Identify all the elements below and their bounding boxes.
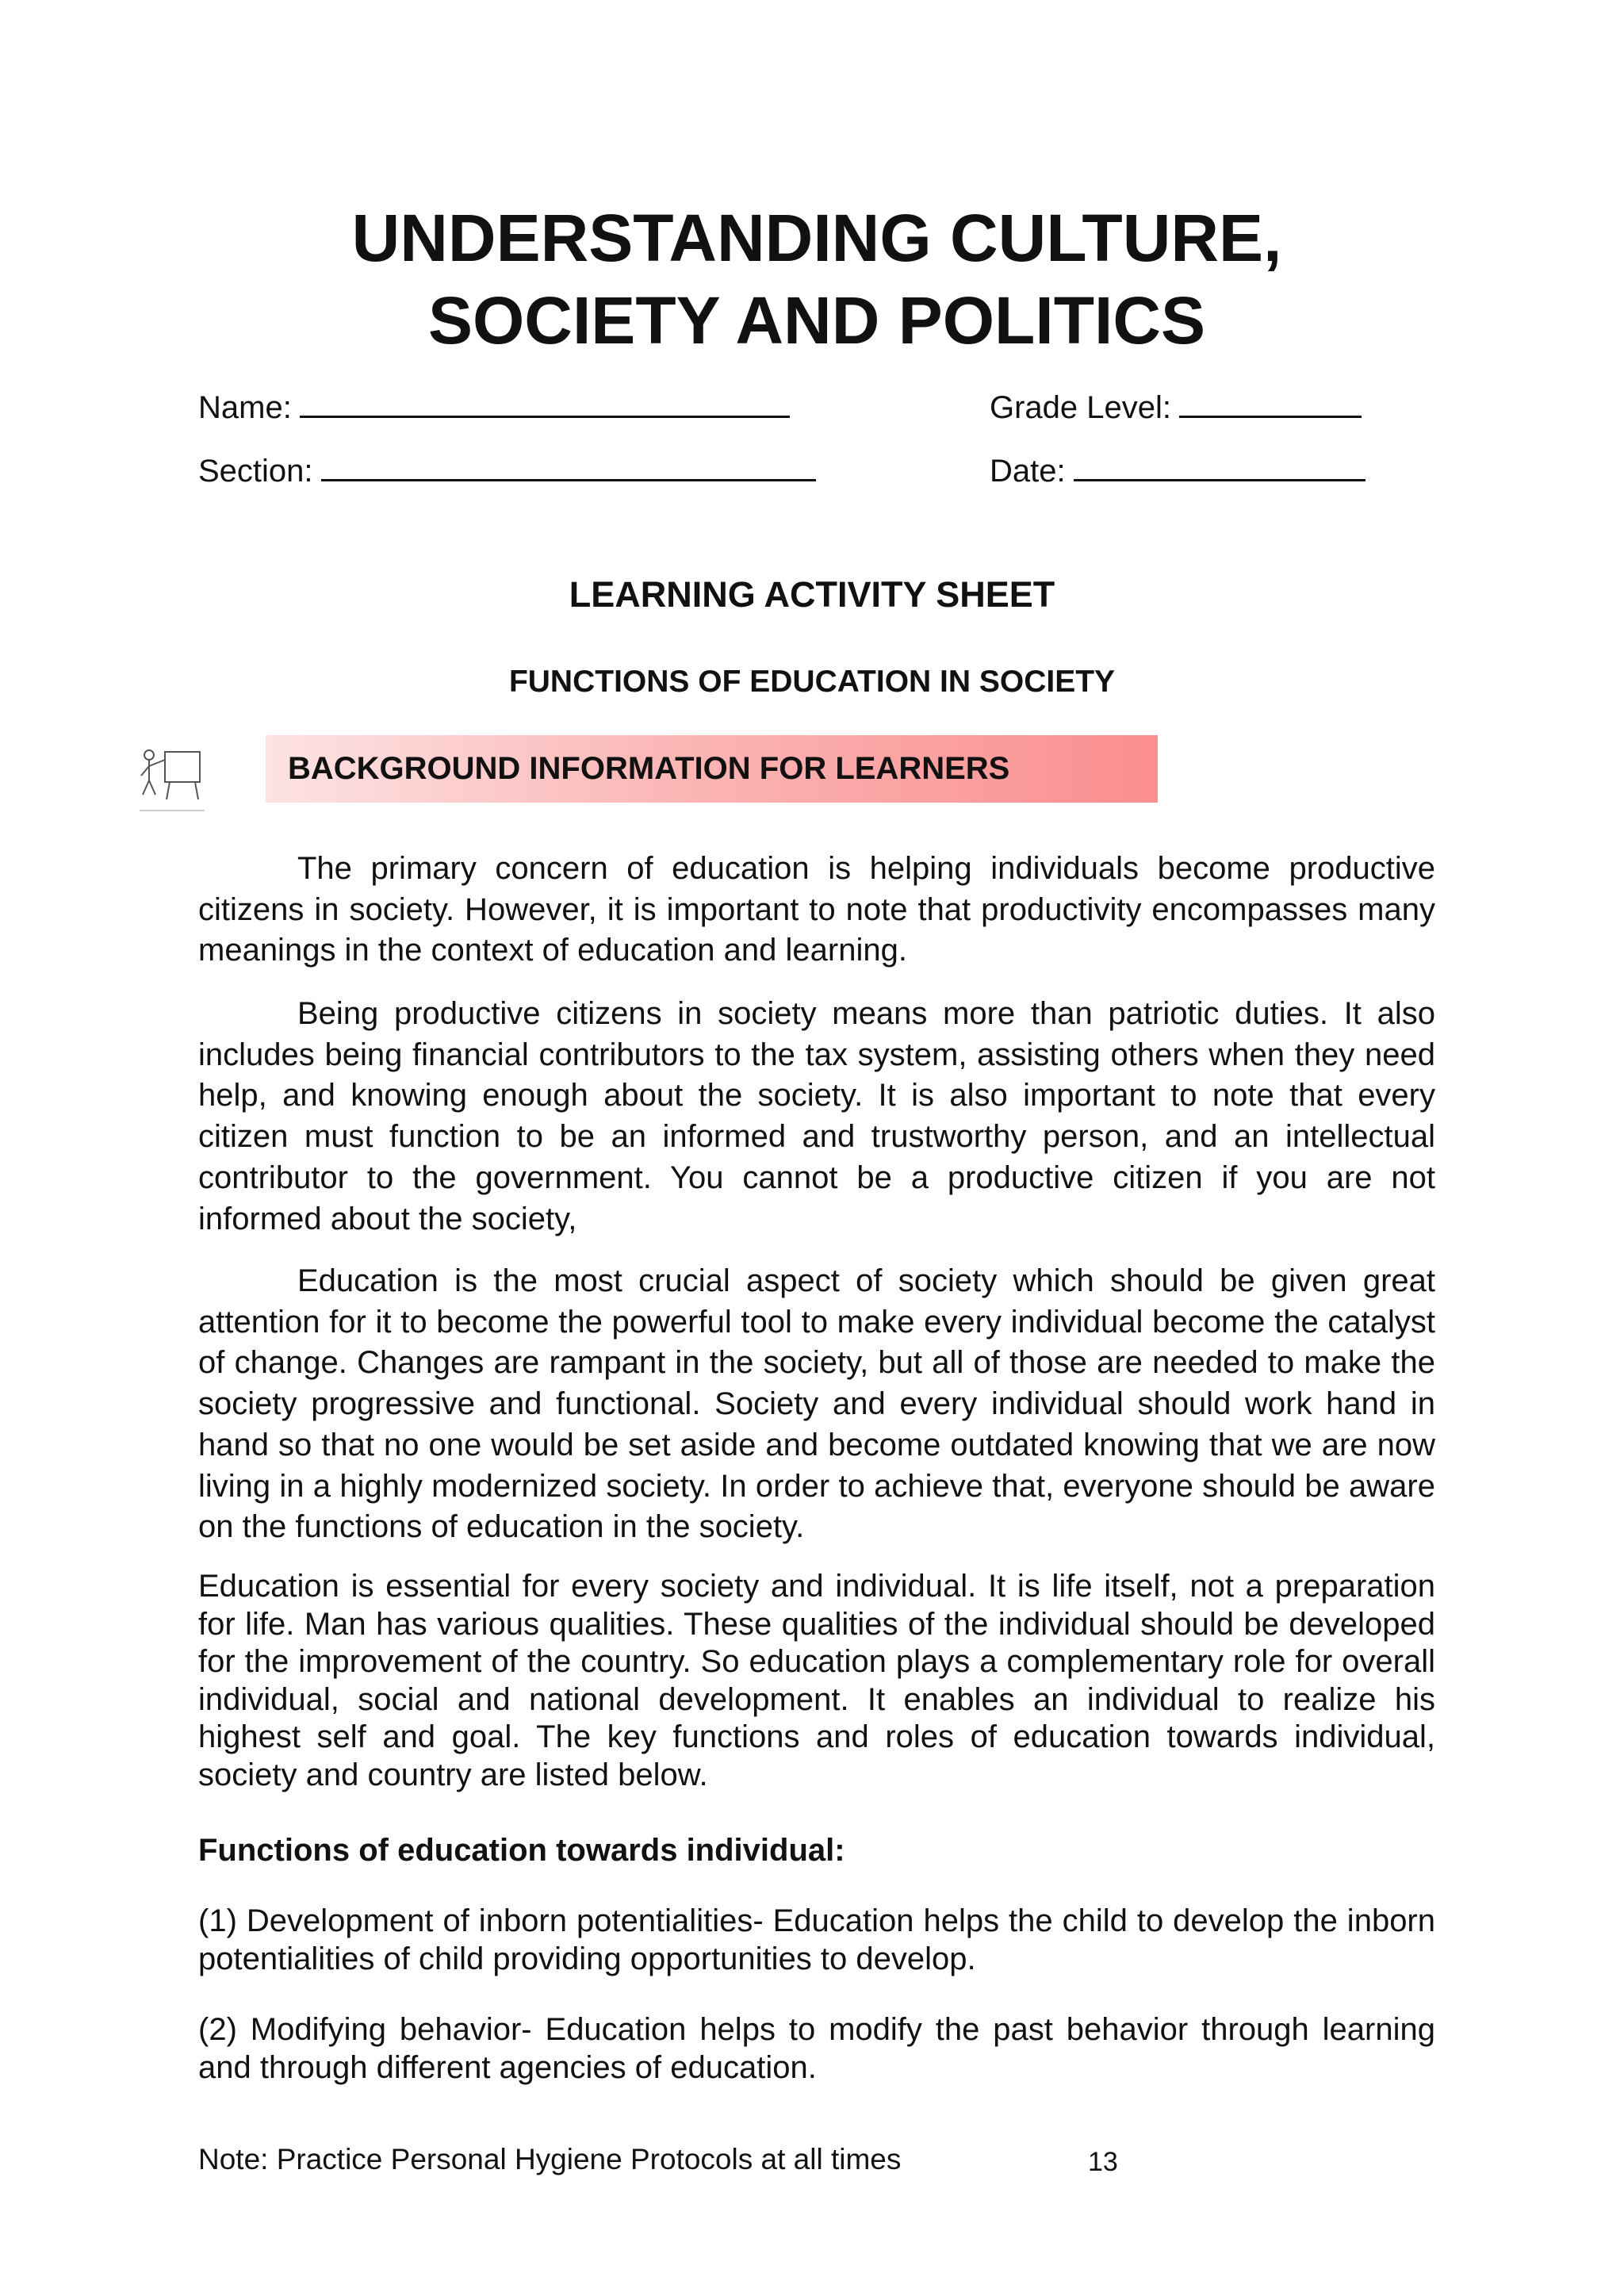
paragraph-2: Being productive citizens in society means more than patriotic duties. It also includes being financial contributors to the tax system, assisting others when they need help, and knowing enough about the society. It is also important to note that every citizen must function to be an informed and trustworthy person, and an intellectual contributor to the government. You cannot be a productive citizen if you are not informed about the society, bbox=[198, 996, 1435, 1236]
sheet-title: LEARNING ACTIVITY SHEET bbox=[569, 574, 1055, 615]
name-blank[interactable] bbox=[300, 384, 790, 418]
name-field bbox=[198, 384, 790, 427]
date-label: Date: bbox=[990, 454, 1066, 489]
banner-label: BACKGROUND INFORMATION FOR LEARNERS bbox=[288, 751, 1010, 786]
grade-level-label: Grade Level: bbox=[990, 390, 1172, 425]
teacher-board-icon bbox=[135, 744, 211, 815]
footer-note: Note: Practice Personal Hygiene Protocols at all times bbox=[198, 2143, 902, 2175]
list-item: (1) Development of inborn potentialities- Education helps the child to develop the inborn potentialities of child providing opportunities to develop. bbox=[198, 1903, 1435, 1976]
background-info-banner bbox=[266, 735, 1158, 803]
section-blank[interactable] bbox=[321, 447, 816, 481]
paragraph-3: Education is the most crucial aspect of society which should be given great attention for it to become the powerful tool to make every individual become the catalyst of change. Changes are rampant in the society, but all of those are needed to make the society progressive and functional. Society and every individual should work hand in hand so that no one would be set aside and become outdated knowing that we are now living in a highly modernized society. In order to achieve that, everyone should be aware on the functions of education in the society. bbox=[198, 1263, 1435, 1545]
date-field bbox=[990, 447, 1365, 490]
paragraph-1: The primary concern of education is helping individuals become productive citizens in society. However, it is important to note that productivity encompasses many meanings in the context of education and learning. bbox=[198, 851, 1435, 968]
paragraph-4: Education is essential for every society and individual. It is life itself, not a preparation for life. Man has various qualities. These qualities of the individual should be developed for the improvement of the country. So education plays a complementary role for overall individual, social and national development. It enables an individual to realize his highest self and goal. The key functions and roles of education towards individual, society and country are listed below. bbox=[198, 1569, 1435, 1792]
section-heading: Functions of education towards individual: bbox=[198, 1833, 845, 1868]
grade-level-field bbox=[990, 384, 1362, 427]
list-item: (2) Modifying behavior- Education helps to modify the past behavior through learning and through different agencies of education. bbox=[198, 2012, 1435, 2085]
date-blank[interactable] bbox=[1074, 447, 1365, 481]
section-label: Section: bbox=[198, 454, 313, 489]
page-number: 13 bbox=[1088, 2147, 1118, 2177]
grade-level-blank[interactable] bbox=[1179, 384, 1362, 418]
name-label: Name: bbox=[198, 390, 292, 425]
section-field bbox=[198, 447, 816, 490]
topic-title: FUNCTIONS OF EDUCATION IN SOCIETY bbox=[508, 665, 1116, 699]
document-title: UNDERSTANDING CULTURE, SOCIETY AND POLITICS bbox=[351, 201, 1282, 358]
